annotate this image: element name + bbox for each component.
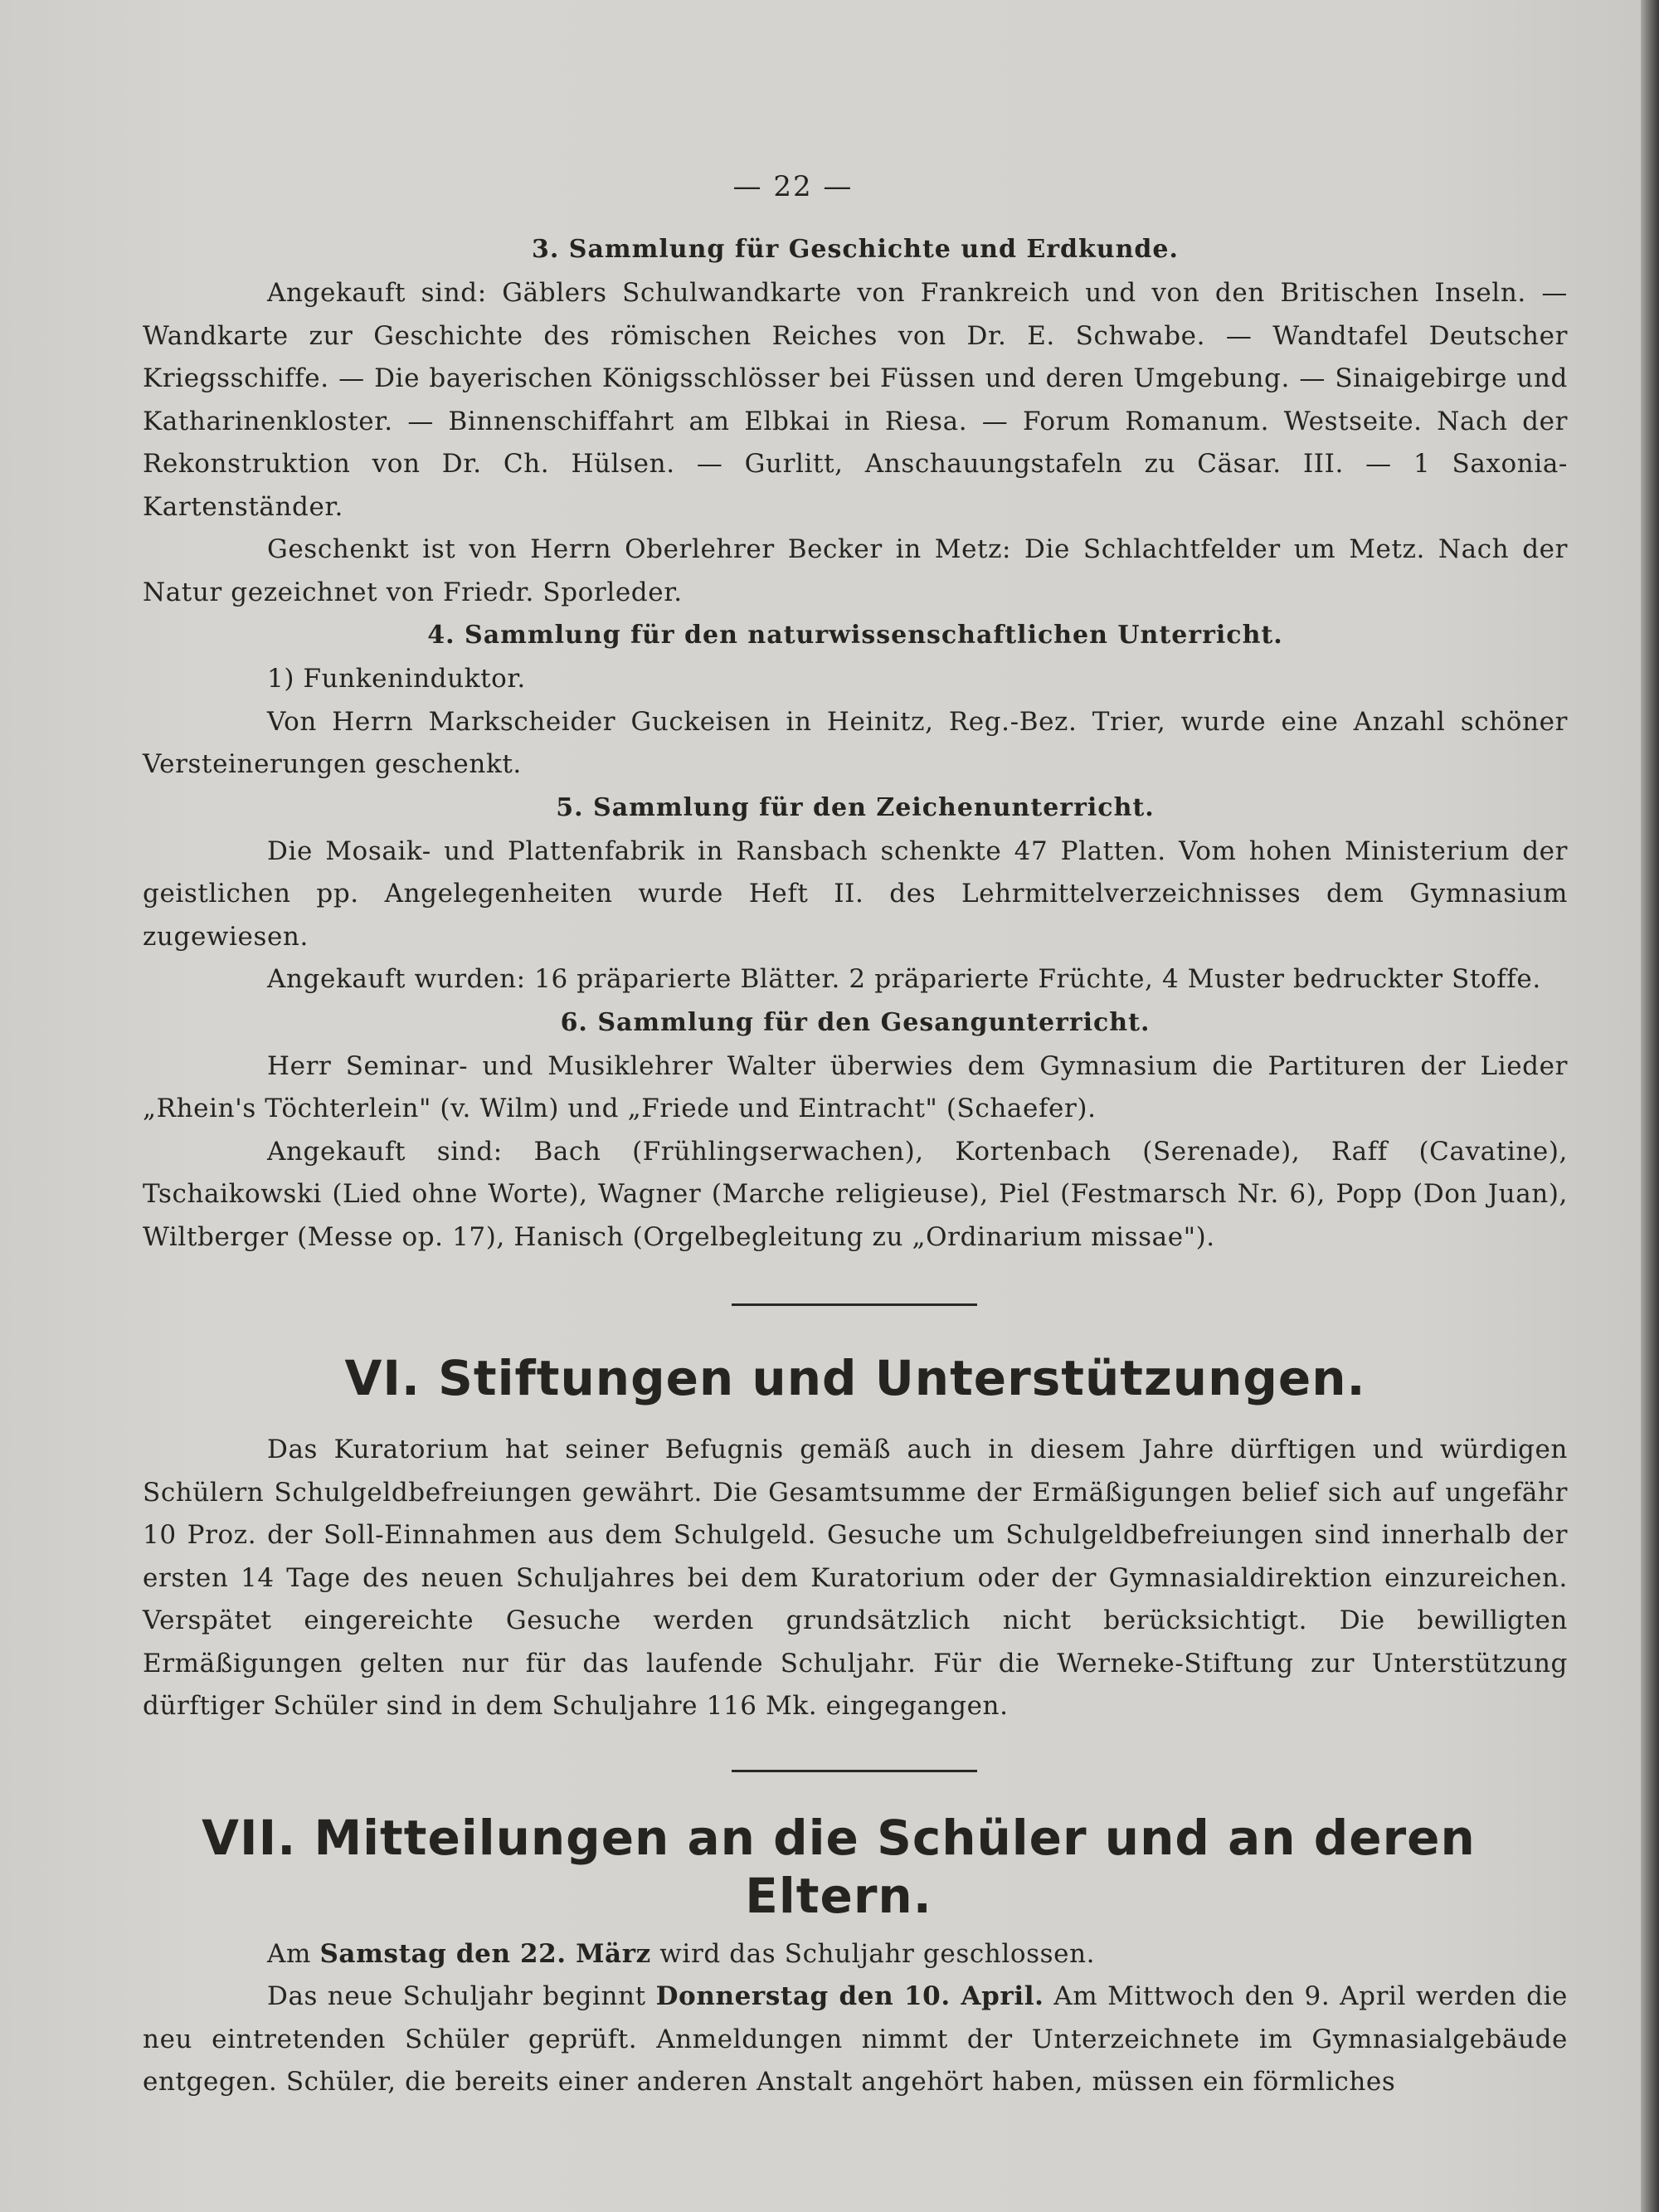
section-4-paragraph-1: Von Herrn Markscheider Guckeisen in Heinitz, Reg.-Bez. Trier, wurde eine Anzahl schöner Versteinerungen geschenkt. [143, 706, 1568, 779]
divider-rule [732, 1770, 977, 1772]
section-5-heading: 5. Sammlung für den Zeichenunterricht. [556, 792, 1155, 822]
section-3-heading: 3. Sammlung für Geschichte und Erdkunde. [532, 235, 1179, 264]
chapter-7-p1-text: Am [267, 1938, 320, 1969]
section-4-item-1: 1) Funkeninduktor. [267, 664, 526, 694]
section-6-paragraph-1: Herr Seminar- und Musiklehrer Walter überwies dem Gymnasium die Partituren der Lieder „Rhein's Töchterlein" (v. Wilm) und „Friede und Eintracht" (Schaefer). [143, 1050, 1568, 1123]
chapter-7-p2-text-end: Am Mittwoch den 9. April werden die neu eintretenden Schüler geprüft. Anmeldungen nimmt der Unterzeichnete im Gymnasialgebäude entgegen. Schüler, die bereits einer anderen Anstalt angehört haben, müssen ein förmliches [143, 1981, 1568, 2097]
chapter-6-heading: VI. Stiftungen und Unterstützungen. [344, 1350, 1366, 1406]
section-5-paragraph-1: Die Mosaik- und Plattenfabrik in Ransbach schenkte 47 Platten. Vom hohen Ministerium der geistlichen pp. Angelegenheiten wurde Heft II. des Lehrmittelverzeichnisses dem Gymnasium zugewiesen. [143, 836, 1568, 952]
chapter-7-paragraph-1 [143, 1933, 1568, 1976]
page-content [143, 170, 1568, 2104]
section-6-heading: 6. Sammlung für den Gesangunterricht. [560, 1007, 1151, 1037]
chapter-7-p1-date: Samstag den 22. März [319, 1938, 651, 1969]
chapter-7-p2-date: Donnerstag den 10. April. [655, 1981, 1044, 2011]
section-3-paragraph-1: Angekauft sind: Gäblers Schulwandkarte von Frankreich und von den Britischen Inseln. — Wandkarte zur Geschichte des römischen Reiches von Dr. E. Schwabe. — Wandtafel Deutscher Kriegsschiffe. — Die bayerischen Königsschlösser bei Füssen und deren Umgebung. — Sinaigebirge und Katharinenkloster. — Binnenschiffahrt am Elbkai in Riesa. — Forum Romanum. Westseite. Nach der Rekonstruktion von Dr. Ch. Hülsen. — Gurlitt, Anschauungstafeln zu Cäsar. III. — 1 Saxonia-Kartenständer. [143, 278, 1568, 522]
chapter-6-paragraph-1: Das Kuratorium hat seiner Befugnis gemäß auch in diesem Jahre dürftigen und würdigen Schülern Schulgeldbefreiungen gewährt. Die Gesamtsumme der Ermäßigungen belief sich auf ungefähr 10 Proz. der Soll-Einnahmen aus dem Schulgeld. Gesuche um Schulgeldbefreiungen sind innerhalb der ersten 14 Tage des neuen Schuljahres bei dem Kuratorium oder der Gymnasialdirektion einzureichen. Verspätet eingereichte Gesuche werden grundsätzlich nicht berücksichtigt. Die bewilligten Ermäßigungen gelten nur für das laufende Schuljahr. Für die Werneke-Stiftung zur Unterstützung dürftiger Schüler sind in dem Schuljahre 116 Mk. eingegangen. [143, 1435, 1568, 1721]
page-edge-shadow [1641, 0, 1659, 2212]
chapter-7-paragraph-2 [143, 1976, 1568, 2104]
chapter-7-heading: VII. Mitteilungen an die Schüler und an deren Eltern. [202, 1809, 1476, 1924]
page-number: — 22 — [732, 170, 854, 203]
section-4-heading: 4. Sammlung für den naturwissenschaftlichen Unterricht. [427, 621, 1283, 650]
section-3-paragraph-2: Geschenkt ist von Herrn Oberlehrer Becker in Metz: Die Schlachtfelder um Metz. Nach der Natur gezeichnet von Friedr. Sporleder. [143, 534, 1568, 607]
section-6-paragraph-2: Angekauft sind: Bach (Frühlingserwachen), Kortenbach (Serenade), Raff (Cavatine), Tschaikowski (Lied ohne Worte), Wagner (Marche religieuse), Piel (Festmarsch Nr. 6), Popp (Don Juan), Wiltberger (Messe op. 17), Hanisch (Orgelbegleitung zu „Ordinarium missae"). [143, 1136, 1568, 1252]
chapter-7-p1-text-end: wird das Schuljahr geschlossen. [650, 1938, 1096, 1969]
chapter-7-p2-text: Das neue Schuljahr beginnt [267, 1981, 656, 2011]
section-5-paragraph-2: Angekauft wurden: 16 präparierte Blätter. 2 präparierte Früchte, 4 Muster bedruckter Stoffe. [267, 964, 1541, 994]
divider-rule [732, 1303, 977, 1306]
